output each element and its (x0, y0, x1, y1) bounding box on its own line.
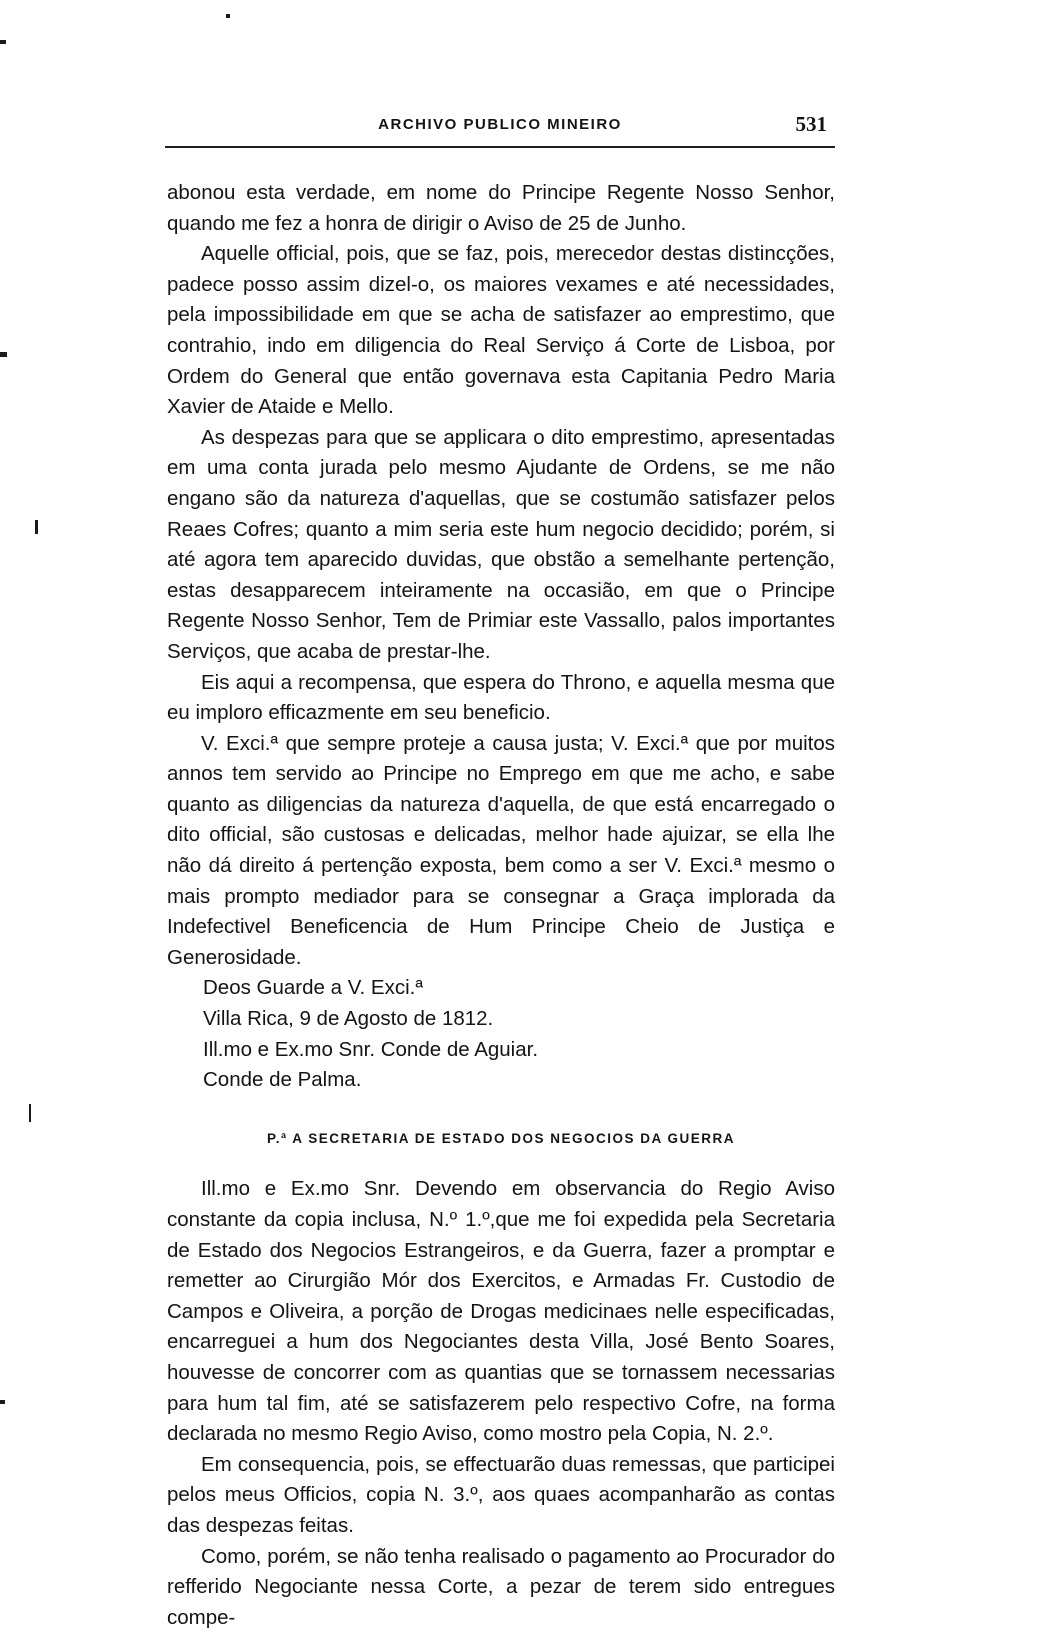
place-date-line: Villa Rica, 9 de Agosto de 1812. (203, 1007, 494, 1031)
paragraph: Eis aqui a recompensa, que espera do Throno, e aquella mesma que eu imploro efficazmente em seu beneficio. (167, 670, 835, 725)
letter-signoff (167, 973, 835, 1095)
page-number: 531 (795, 112, 827, 136)
signature-line: Conde de Palma. (203, 1068, 362, 1092)
closing-line: Deos Guarde a V. Exci.ª (203, 976, 423, 1000)
paragraph: Em consequencia, pois, se effectuarão duas remessas, que participei pelos meus Officios, copia N. 3.º, aos quaes acompanharão as contas das despezas feitas. (167, 1452, 835, 1537)
page-header (165, 108, 835, 148)
paragraph: Como, porém, se não tenha realisado o pagamento ao Procurador do refferido Negociante nessa Corte, a pezar de terem sido entregues compe- (167, 1544, 835, 1629)
scan-speck (35, 520, 38, 534)
scan-speck (226, 14, 230, 18)
paragraph: As despezas para que se applicara o dito emprestimo, apresentadas em uma conta jurada pelo mesmo Ajudante de Ordens, se me não engano são da natureza d'aquellas, que se costumão satisfazer pelos Reaes Cofres; quanto a mim seria este hum negocio decidido; porém, si até agora tem aparecido duvidas, que obstão a semelhante pertenção, estas desapparecem inteiramente na occasião, em que o Principe Regente Nosso Senhor, Tem de Primiar este Vassallo, palos importantes Serviços, que acaba de prestar-lhe. (167, 425, 835, 663)
paragraph: Ill.mo e Ex.mo Snr. Devendo em observancia do Regio Aviso constante da copia inclusa, N.º 1.º,que me foi expedida pela Secretaria de Estado dos Negocios Estrangeiros, e da Guerra, fazer a promptar e remetter ao Cirurgião Mór dos Exercitos, e Armadas Fr. Custodio de Campos e Oliveira, a porção de Drogas medicinaes nelle especificadas, encarreguei a hum dos Negociantes desta Villa, José Bento Soares, houvesse de concorrer com as quantias que se tornassem necessarias para hum tal fim, até se satisfazerem pelo respectivo Cofre, na forma declarada no mesmo Regio Aviso, como mostro pela Copia, N. 2.º. (167, 1177, 835, 1446)
header-rule (165, 146, 835, 148)
scan-speck (0, 1400, 5, 1404)
addressee-line: Ill.mo e Ex.mo Snr. Conde de Aguiar. (203, 1037, 539, 1061)
running-title: ARCHIVO PUBLICO MINEIRO (378, 116, 622, 133)
paragraph: Aquelle official, pois, que se faz, pois, merecedor destas distincções, padece posso assim dizel-o, os maiores vexames e até necessidades, pela impossibilidade em que se acha de satisfazer ao emprestimo, que contrahio, indo em diligencia do Real Serviço á Corte de Lisboa, por Ordem do General que então governava esta Capitania Pedro Maria Xavier de Ataide e Mello. (167, 242, 835, 419)
body-text (167, 178, 835, 1633)
scan-speck (29, 1104, 31, 1122)
paragraph: abonou esta verdade, em nome do Principe Regente Nosso Senhor, quando me fez a honra de dirigir o Aviso de 25 de Junho. (167, 181, 835, 235)
paragraph: V. Exci.ª que sempre proteje a causa justa; V. Exci.ª que por muitos annos tem servido ao Principe no Emprego em que me acho, e sabe quanto as diligencias da natureza d'aquella, de que está encarregado o dito official, são custosas e delicadas, melhor hade ajuizar, se ella lhe não dá direito á pertenção exposta, bem como a ser V. Exci.ª mesmo o mais prompto mediador para se consegnar a Graça implorada da Indefectivel Beneficencia de Hum Principe Cheio de Justiça e Generosidade. (167, 731, 835, 969)
scan-speck (0, 352, 7, 357)
section-heading: P.ª A SECRETARIA DE ESTADO DOS NEGOCIOS DA GUERRA (266, 1130, 736, 1146)
scan-speck (0, 40, 6, 44)
